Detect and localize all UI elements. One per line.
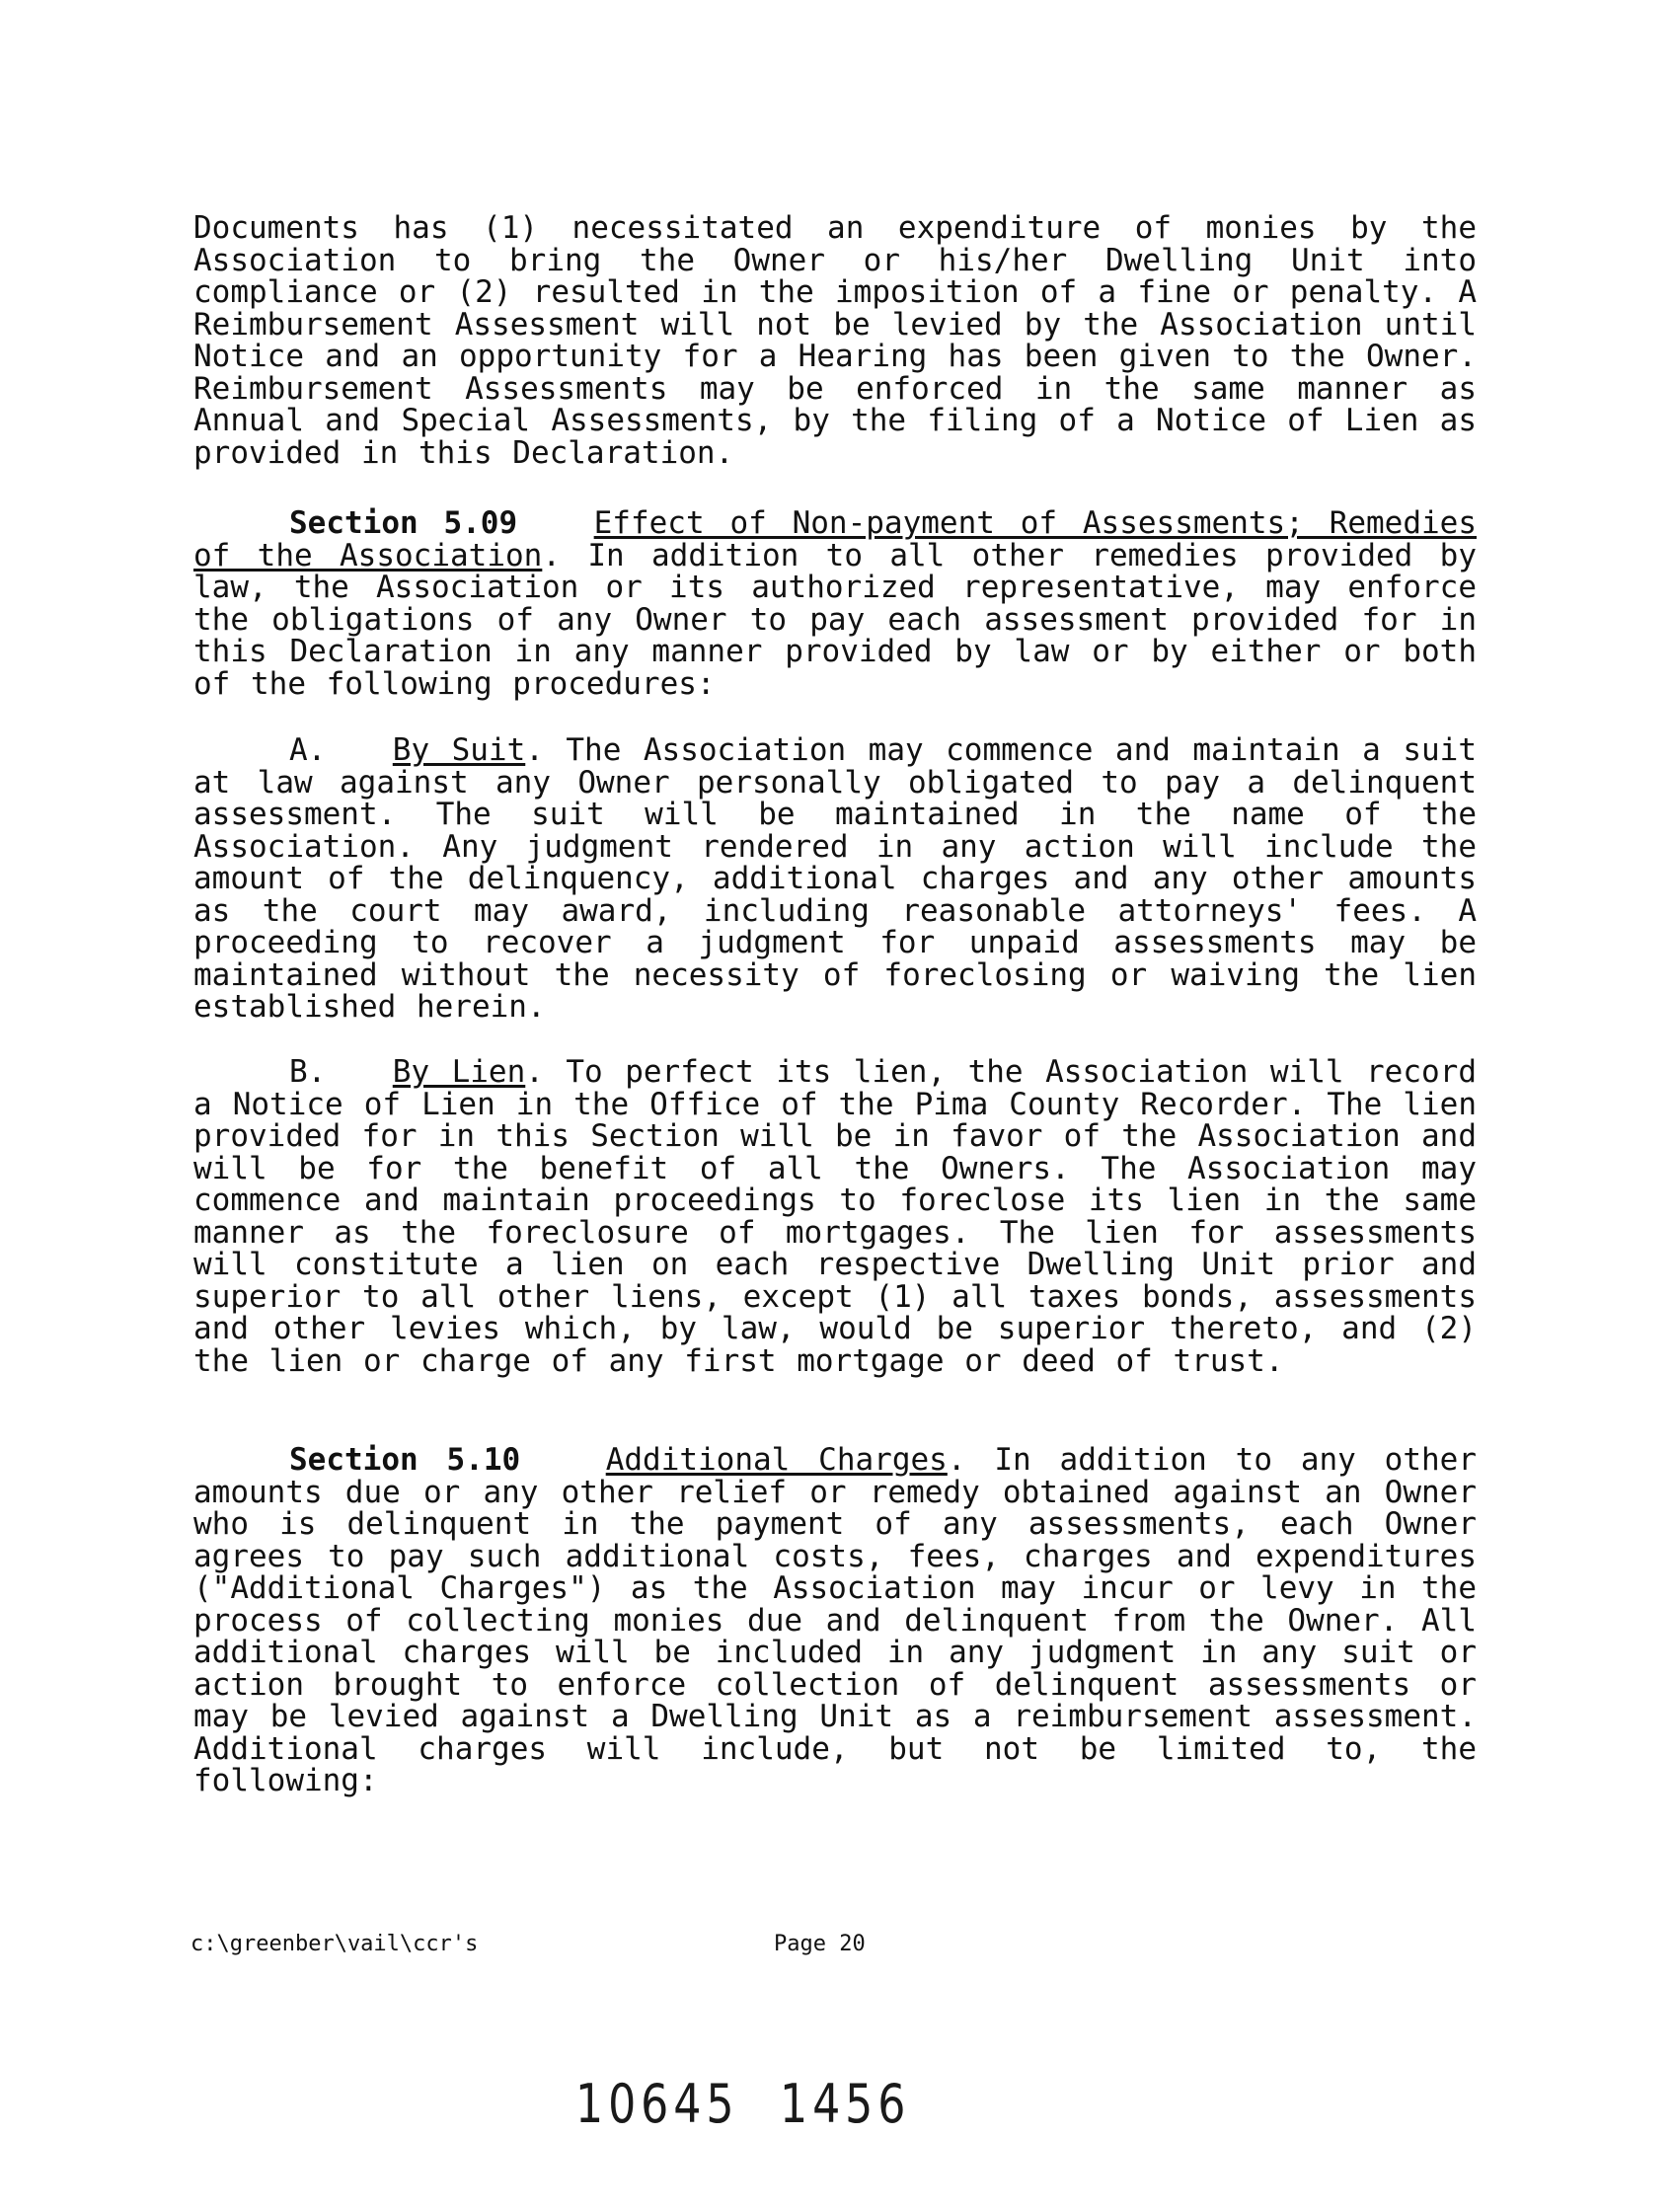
recorder-page-number: 1456 <box>780 2073 911 2135</box>
subsection-b-by-lien <box>193 1056 1477 1377</box>
section-heading: Additional Charges <box>605 1442 948 1478</box>
section-label: Section 5.10 <box>289 1442 521 1478</box>
subsection-heading: By Lien <box>392 1054 526 1090</box>
section-body: . In addition to any other amounts due or any other relief or remedy obtained against an Owner who is delinquent in the payment of any assessments, each Owner agrees to pay such additional costs, fees, charges and expenditures ("Additional Charges") as the Association may incur or levy in the process of collecting monies due and delinquent from the Owner. All additional charges will be included in any judgment in any suit or action brought to enforce collection of delinquent assessments or may be levied against a Dwelling Unit as a reimbursement assessment. Additional charges will include, but not be limited to, the following: <box>193 1442 1478 1798</box>
section-heading: Effect of Non-payment of Assessments; Remedies of the Association <box>193 505 1477 573</box>
paragraph-text: Documents has (1) necessitated an expenditure of monies by the Association to bring the Owner or his/her Dwelling Unit into compliance or (2) resulted in the imposition of a fine or penalty. A Reimbursement Assessment will not be levied by the Association until Notice and an opportunity for a Hearing has been given to the Owner. Reimbursement Assessments may be enforced in the same manner as Annual and Special Assessments, by the filing of a Notice of Lien as provided in this Declaration. <box>193 210 1477 471</box>
subsection-label: B. <box>289 1054 327 1090</box>
subsection-a-by-suit <box>193 734 1477 1024</box>
footer-page-number: Page 20 <box>774 1932 866 1956</box>
subsection-body: . To perfect its lien, the Association will record a Notice of Lien in the Office of the Pima County Recorder. The lien provided for in this Section will be in favor of the Association and will be for the benefit of all the Owners. The Association may commence and maintain proceedings to foreclose its lien in the same manner as the foreclosure of mortgages. The lien for assessments will constitute a lien on each respective Dwelling Unit prior and superior to all other liens, except (1) all taxes bonds, assessments and other levies which, by law, would be superior thereto, and (2) the lien or charge of any first mortgage or deed of trust. <box>193 1054 1477 1379</box>
subsection-heading: By Suit <box>392 732 526 768</box>
subsection-body: . The Association may commence and maintain a suit at law against any Owner personally obligated to pay a delinquent assessment. The suit will be maintained in the name of the Association. Any judgment rendered in any action will include the amount of the delinquency, additional charges and any other amounts as the court may award, including reasonable attorneys' fees. A proceeding to recover a judgment for unpaid assessments may be maintained without the necessity of foreclosing or waiving the lien established herein. <box>193 732 1477 1025</box>
recorder-docket-number: 10645 <box>575 2073 739 2135</box>
section-5-09 <box>193 507 1477 700</box>
section-5-10 <box>193 1444 1477 1797</box>
paragraph-reimbursement-continued <box>193 212 1477 469</box>
subsection-label: A. <box>289 732 327 768</box>
section-label: Section 5.09 <box>289 505 518 541</box>
section-body: . In addition to all other remedies provided by law, the Association or its authorized representative, may enforce the obligations of any Owner to pay each assessment provided for in this Declaration in any manner provided by law or by either or both of the following procedures: <box>193 537 1477 702</box>
footer-file-path: c:\greenber\vail\ccr's <box>190 1932 479 1956</box>
